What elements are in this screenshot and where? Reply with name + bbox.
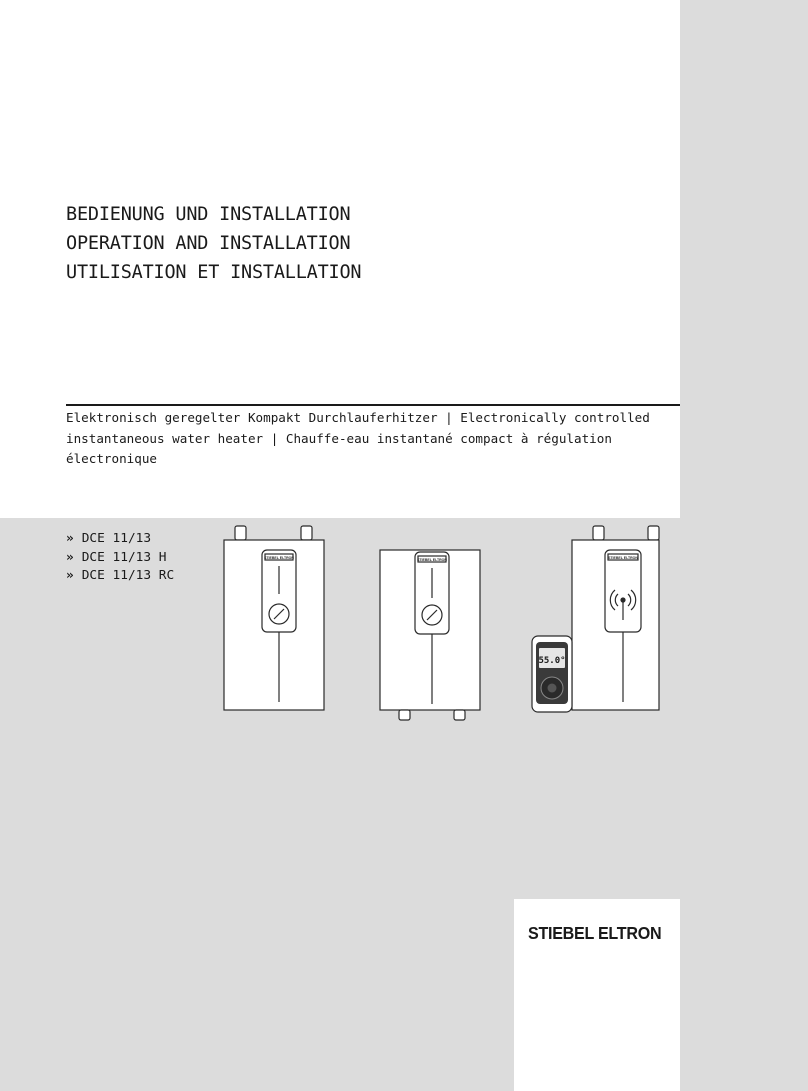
brand-logo: STIEBEL ELTRON xyxy=(528,923,662,943)
model-label: DCE 11/13 xyxy=(81,531,152,546)
heater-dce-illustration xyxy=(224,526,324,710)
model-item xyxy=(66,549,174,568)
model-label: DCE 11/13 H xyxy=(81,549,167,565)
badge-label: STIEBEL ELTRON xyxy=(264,556,294,560)
badge-label: STIEBEL ELTRON xyxy=(417,558,447,562)
title-french: UTILISATION ET INSTALLATION xyxy=(66,262,362,283)
side-strip xyxy=(680,0,808,1091)
remote-display-text: 55.0° xyxy=(538,656,566,666)
bullet-icon: » xyxy=(66,568,74,583)
badge-label: STIEBEL ELTRON xyxy=(608,556,638,560)
model-label: DCE 11/13 RC xyxy=(81,568,175,583)
model-item xyxy=(66,567,174,586)
model-list xyxy=(66,530,174,586)
bullet-icon: » xyxy=(66,531,74,546)
title-english: OPERATION AND INSTALLATION xyxy=(66,233,351,254)
heater-dce-h-illustration xyxy=(380,550,480,720)
model-item xyxy=(66,530,174,549)
heater-rc-illustration xyxy=(520,520,660,720)
brand-logo-box xyxy=(514,899,680,1091)
document-titles xyxy=(66,200,361,287)
product-description: Elektronisch geregelter Kompakt Durchlauferhitzer | Electronically controlled instantaneous water heater | Chauffe-eau instantané compact à régulation électronique xyxy=(66,410,650,466)
title-german: BEDIENUNG UND INSTALLATION xyxy=(66,204,351,225)
heater-rc-outline xyxy=(572,526,659,710)
remote-control-illustration xyxy=(532,636,572,712)
bullet-icon: » xyxy=(66,549,74,565)
divider-rule xyxy=(66,404,680,406)
